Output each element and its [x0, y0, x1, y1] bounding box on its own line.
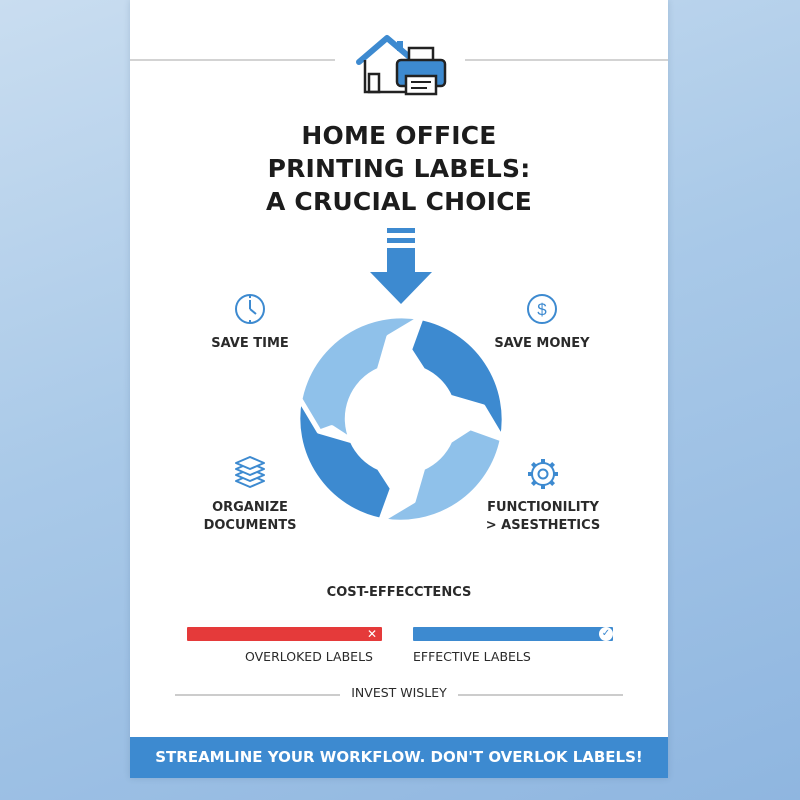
dollar-circle-icon: [525, 292, 559, 326]
infographic-card: [130, 0, 668, 778]
invest-wisely-text: INVEST WISLEY: [351, 685, 447, 700]
svg-text:$: $: [537, 300, 547, 319]
cost-effectiveness-title: COST-EFFECCTENCS: [326, 585, 472, 600]
gear-icon: [525, 456, 561, 492]
overlooked-labels-bar: [187, 627, 382, 641]
organize-documents-label-1: ORGANIZE: [212, 500, 288, 515]
save-money-label: SAVE MONEY: [494, 336, 590, 351]
down-arrow-icon: [370, 228, 432, 306]
home-printer-icon: [353, 26, 447, 98]
check-circle-icon: ✓: [599, 627, 613, 641]
overlooked-labels-label: OVERLOKED LABELS: [245, 649, 373, 664]
stacked-documents-icon: [232, 454, 268, 490]
title-line-2: PRINTING LABELS:: [267, 154, 531, 183]
clock-icon: [233, 292, 267, 326]
header-divider-right: [465, 59, 668, 61]
organize-documents-label-2: DOCUMENTS: [203, 518, 297, 533]
effective-labels-bar: [413, 627, 613, 641]
save-time-label: SAVE TIME: [211, 336, 289, 351]
title-line-1: HOME OFFICE: [301, 121, 497, 150]
x-icon: ✕: [366, 627, 378, 641]
effective-labels-label: EFFECTIVE LABELS: [413, 649, 531, 664]
function-over-aesthetics-label-1: FUNCTIONILITY: [487, 500, 599, 515]
footer-banner: STREAMLINE YOUR WORKFLOW. DON'T OVERLOK LABELS!: [130, 737, 668, 778]
header-divider-left: [130, 59, 335, 61]
title-line-3: A CRUCIAL CHOICE: [265, 187, 533, 216]
function-over-aesthetics-label-2: > ASESTHETICS: [485, 518, 601, 533]
